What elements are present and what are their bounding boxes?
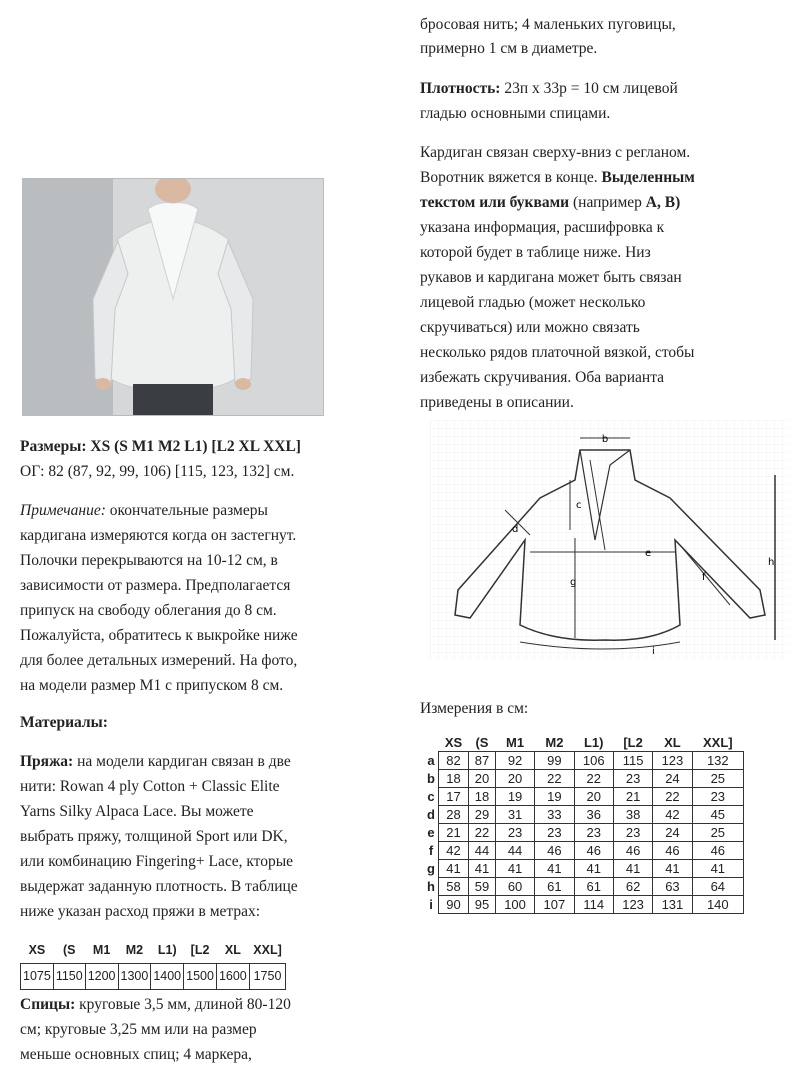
measurement-cell: 82 bbox=[439, 752, 469, 770]
model-photo-illustration bbox=[23, 179, 323, 415]
size-header: L1) bbox=[583, 735, 604, 750]
yarn-size-header: [L2 bbox=[190, 943, 210, 957]
size-header: XS bbox=[444, 735, 463, 750]
measurement-cell: 25 bbox=[692, 770, 743, 788]
description-text: (например bbox=[569, 194, 646, 211]
size-header: M2 bbox=[545, 735, 564, 750]
yarn-text: нити: Rowan 4 ply Cotton + Classic Elite bbox=[20, 778, 280, 795]
measurement-cell: 115 bbox=[613, 752, 652, 770]
measurement-cell: 63 bbox=[653, 878, 692, 896]
yarn-text: или комбинацию Fingering+ Lace, кторые bbox=[20, 853, 294, 870]
yarn-table-header bbox=[21, 938, 286, 964]
yarn-size-header: M2 bbox=[125, 943, 144, 957]
measurement-cell: 46 bbox=[613, 842, 652, 860]
measurement-cell: 23 bbox=[613, 770, 652, 788]
table-row bbox=[424, 860, 744, 878]
table-row bbox=[424, 788, 744, 806]
measurement-cell: 23 bbox=[495, 824, 534, 842]
cardigan-schematic bbox=[430, 420, 790, 660]
measurement-cell: 64 bbox=[692, 878, 743, 896]
description-bold: А, В) bbox=[645, 194, 681, 211]
measurement-cell: 18 bbox=[439, 770, 469, 788]
description-block bbox=[420, 140, 795, 415]
yarn-size-header: M1 bbox=[92, 943, 111, 957]
measurement-cell: 22 bbox=[574, 770, 613, 788]
measurement-cell: 60 bbox=[495, 878, 534, 896]
description-text: рукавов и кардигана может быть связан bbox=[420, 269, 682, 286]
materials-continued: бросовая нить; 4 маленьких пуговицы, bbox=[420, 16, 676, 33]
yarn-meters-cell: 1300 bbox=[118, 964, 151, 990]
measurement-cell: 19 bbox=[495, 788, 534, 806]
materials-heading: Материалы: bbox=[20, 714, 108, 731]
measurement-cell: 87 bbox=[469, 752, 496, 770]
measurement-cell: 114 bbox=[574, 896, 613, 914]
measurement-cell: 44 bbox=[469, 842, 496, 860]
row-label: b bbox=[427, 771, 435, 786]
yarn-size-header: (S bbox=[63, 943, 76, 957]
note-label: Примечание: bbox=[20, 502, 106, 519]
description-text: несколько рядов платочной вязкой, стобы bbox=[420, 344, 695, 361]
measurement-cell: 131 bbox=[653, 896, 692, 914]
table-row bbox=[424, 824, 744, 842]
note-text: кардигана измеряются когда он застегнут. bbox=[20, 527, 297, 544]
diagram-letter: c bbox=[576, 500, 582, 511]
measurement-cell: 90 bbox=[439, 896, 469, 914]
measurement-cell: 46 bbox=[653, 842, 692, 860]
bust-line: ОГ: 82 (87, 92, 99, 106) [115, 123, 132] см. bbox=[20, 463, 295, 480]
measurement-cell: 106 bbox=[574, 752, 613, 770]
diagram-letter: h bbox=[768, 557, 775, 568]
yarn-meters-cell: 1400 bbox=[151, 964, 184, 990]
gauge-label: Плотность: bbox=[420, 80, 501, 97]
note-text: для более детальных измерений. На фото, bbox=[20, 652, 298, 669]
measurement-cell: 95 bbox=[469, 896, 496, 914]
row-label: d bbox=[427, 807, 435, 822]
yarn-meters-cell: 1075 bbox=[21, 964, 54, 990]
table-row bbox=[424, 752, 744, 770]
yarn-text: выдержат заданную плотность. В таблице bbox=[20, 878, 298, 895]
row-label: g bbox=[427, 861, 435, 876]
measurement-cell: 61 bbox=[535, 878, 574, 896]
description-text: указана информация, расшифровка к bbox=[420, 219, 665, 236]
diagram-letter: e bbox=[645, 548, 652, 559]
measurement-cell: 33 bbox=[535, 806, 574, 824]
measurement-cell: 123 bbox=[613, 896, 652, 914]
measurement-cell: 22 bbox=[535, 770, 574, 788]
description-bold: текстом или буквами bbox=[420, 194, 570, 211]
diagram-letter: f bbox=[702, 572, 706, 583]
yarn-meters-cell: 1150 bbox=[53, 964, 85, 990]
measurement-cell: 58 bbox=[439, 878, 469, 896]
size-header: XL bbox=[664, 735, 681, 750]
measurement-cell: 24 bbox=[653, 770, 692, 788]
measurement-cell: 29 bbox=[469, 806, 496, 824]
gauge-text: гладью основными спицами. bbox=[420, 105, 611, 122]
measurement-cell: 31 bbox=[495, 806, 534, 824]
yarn-table-row bbox=[21, 964, 286, 990]
measurement-cell: 23 bbox=[613, 824, 652, 842]
measurement-cell: 22 bbox=[653, 788, 692, 806]
description-text: избежать скручивания. Оба варианта bbox=[420, 369, 665, 386]
row-label: a bbox=[427, 753, 435, 768]
measurement-cell: 20 bbox=[574, 788, 613, 806]
table-row bbox=[424, 770, 744, 788]
measurement-cell: 18 bbox=[469, 788, 496, 806]
row-label: i bbox=[429, 897, 433, 912]
table-row bbox=[424, 806, 744, 824]
measurement-cell: 41 bbox=[535, 860, 574, 878]
measurement-cell: 45 bbox=[692, 806, 743, 824]
yarn-meters-cell: 1600 bbox=[216, 964, 249, 990]
yarn-meters-cell: 1200 bbox=[85, 964, 118, 990]
yarn-label: Пряжа: bbox=[20, 753, 74, 770]
note-text: зависимости от размера. Предполагается bbox=[20, 577, 291, 594]
description-text: Воротник вяжется в конце. bbox=[420, 169, 602, 186]
measurement-cell: 23 bbox=[692, 788, 743, 806]
yarn-text: выбрать пряжу, толщиной Sport или DK, bbox=[20, 828, 288, 845]
row-label: f bbox=[428, 843, 434, 858]
gauge-text: 23п х 33р = 10 см лицевой bbox=[500, 80, 678, 97]
needles-block bbox=[20, 992, 390, 1067]
note-text: Полочки перекрываются на 10-12 см, в bbox=[20, 552, 278, 569]
diagram-letter: d bbox=[512, 524, 519, 535]
measurement-cell: 41 bbox=[574, 860, 613, 878]
yarn-block bbox=[20, 749, 390, 924]
measurement-cell: 140 bbox=[692, 896, 743, 914]
materials-continued: примерно 1 см в диаметре. bbox=[420, 40, 598, 57]
measurement-cell: 41 bbox=[653, 860, 692, 878]
yarn-meters-cell: 1750 bbox=[249, 964, 285, 990]
needles-text: круговые 3,5 мм, длиной 80-120 bbox=[75, 996, 291, 1013]
yarn-meters-cell: 1500 bbox=[184, 964, 217, 990]
note-text: на модели размер М1 с припуском 8 см. bbox=[20, 677, 284, 694]
measurement-cell: 92 bbox=[495, 752, 534, 770]
measurements-title: Измерения в см: bbox=[420, 700, 529, 717]
measurement-cell: 21 bbox=[439, 824, 469, 842]
row-label: h bbox=[427, 879, 435, 894]
measurement-cell: 44 bbox=[495, 842, 534, 860]
diagram-letter: g bbox=[570, 577, 577, 588]
needles-label: Спицы: bbox=[20, 996, 76, 1013]
measurement-cell: 19 bbox=[535, 788, 574, 806]
measurement-cell: 38 bbox=[613, 806, 652, 824]
measurement-cell: 61 bbox=[574, 878, 613, 896]
measurements-body bbox=[424, 752, 744, 914]
note-text: Пожалуйста, обратитесь к выкройке ниже bbox=[20, 627, 298, 644]
measurement-cell: 42 bbox=[439, 842, 469, 860]
description-text: Кардиган связан сверху-вниз с регланом. bbox=[420, 144, 691, 161]
yarn-size-header: L1) bbox=[157, 943, 177, 957]
cardigan-photo bbox=[22, 178, 324, 416]
needles-text: меньше основных спиц; 4 маркера, bbox=[20, 1046, 252, 1063]
yarn-text: Yarns Silky Alpaca Lace. Вы можете bbox=[20, 803, 254, 820]
measurement-cell: 100 bbox=[495, 896, 534, 914]
measurement-cell: 24 bbox=[653, 824, 692, 842]
size-header: [L2 bbox=[623, 735, 643, 750]
description-text: лицевой гладью (может несколько bbox=[420, 294, 646, 311]
table-row bbox=[424, 878, 744, 896]
size-header: XXL] bbox=[702, 735, 733, 750]
yarn-size-header: XXL] bbox=[253, 943, 282, 957]
measurement-cell: 25 bbox=[692, 824, 743, 842]
measurement-cell: 21 bbox=[613, 788, 652, 806]
measurement-cell: 23 bbox=[574, 824, 613, 842]
note-text: окончательные размеры bbox=[105, 502, 268, 519]
yarn-size-header: XS bbox=[28, 943, 46, 957]
description-bold: Выделенным bbox=[601, 169, 695, 186]
yarn-text: ниже указан расход пряжи в метрах: bbox=[20, 903, 261, 920]
measurement-cell: 20 bbox=[495, 770, 534, 788]
measurements-table bbox=[424, 734, 744, 914]
note-block bbox=[20, 498, 390, 698]
size-header: M1 bbox=[506, 735, 525, 750]
description-text: которой будет в таблице ниже. Низ bbox=[420, 244, 651, 261]
sizes-line: Размеры: XS (S M1 M2 L1) [L2 XL XXL] bbox=[20, 438, 301, 455]
diagram-letter: i bbox=[652, 646, 655, 657]
measurement-cell: 17 bbox=[439, 788, 469, 806]
measurement-cell: 46 bbox=[535, 842, 574, 860]
measurement-cell: 41 bbox=[439, 860, 469, 878]
corner-cell bbox=[424, 734, 439, 752]
measurement-cell: 41 bbox=[692, 860, 743, 878]
table-row bbox=[424, 896, 744, 914]
measurement-cell: 28 bbox=[439, 806, 469, 824]
table-row bbox=[424, 842, 744, 860]
row-label: e bbox=[427, 825, 435, 840]
description-text: приведены в описании. bbox=[420, 394, 574, 411]
measurement-cell: 22 bbox=[469, 824, 496, 842]
measurement-cell: 41 bbox=[613, 860, 652, 878]
measurement-cell: 132 bbox=[692, 752, 743, 770]
yarn-text: на модели кардиган связан в две bbox=[73, 753, 291, 770]
measurement-cell: 23 bbox=[535, 824, 574, 842]
measurement-cell: 46 bbox=[692, 842, 743, 860]
yarn-size-header: XL bbox=[224, 943, 241, 957]
size-header: (S bbox=[475, 735, 489, 750]
needles-text: см; круговые 3,25 мм или на размер bbox=[20, 1021, 257, 1038]
measurements-header-row bbox=[424, 734, 744, 752]
measurement-cell: 42 bbox=[653, 806, 692, 824]
diagram-letter: b bbox=[601, 434, 609, 445]
description-text: скручиваться) или можно связать bbox=[420, 319, 640, 336]
measurement-cell: 59 bbox=[469, 878, 496, 896]
measurement-cell: 41 bbox=[469, 860, 496, 878]
row-label: c bbox=[427, 789, 435, 804]
note-text: припуск на свободу облегания до 8 см. bbox=[20, 602, 277, 619]
yarn-table bbox=[20, 938, 286, 990]
measurement-cell: 36 bbox=[574, 806, 613, 824]
measurement-cell: 99 bbox=[535, 752, 574, 770]
measurement-cell: 107 bbox=[535, 896, 574, 914]
measurement-cell: 20 bbox=[469, 770, 496, 788]
measurement-cell: 123 bbox=[653, 752, 692, 770]
measurement-cell: 62 bbox=[613, 878, 652, 896]
measurement-cell: 46 bbox=[574, 842, 613, 860]
measurement-cell: 41 bbox=[495, 860, 534, 878]
